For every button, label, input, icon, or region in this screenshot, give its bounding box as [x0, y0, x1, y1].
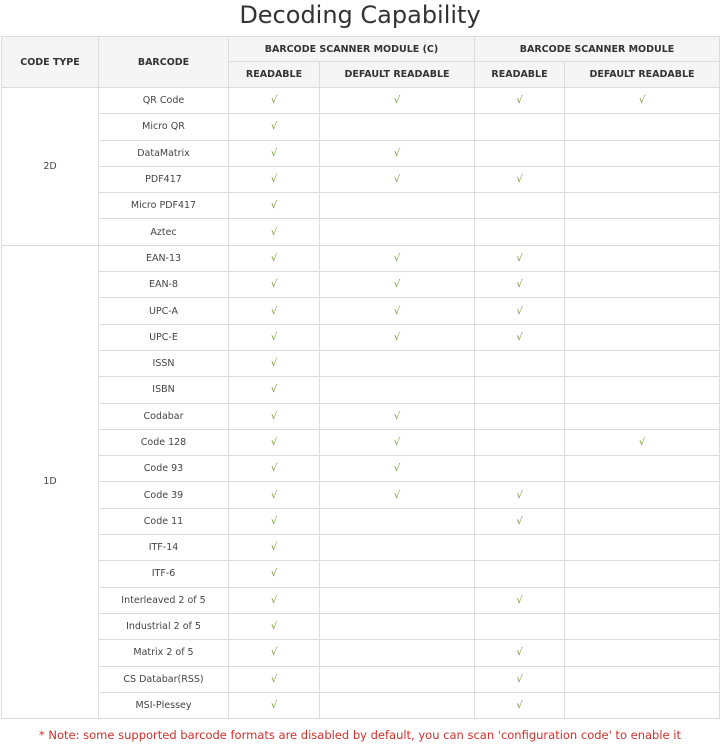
- m-read-cell: [475, 535, 565, 561]
- c-read-cell: [229, 298, 320, 324]
- check-icon: √: [393, 174, 401, 186]
- check-icon: √: [270, 121, 278, 133]
- table-row: [2, 272, 720, 298]
- c-default-cell: [320, 166, 475, 192]
- table-row: [2, 88, 720, 114]
- barcode-cell: ISBN: [99, 377, 229, 403]
- check-icon: √: [270, 568, 278, 580]
- c-read-cell: [229, 166, 320, 192]
- table-row: [2, 692, 720, 718]
- check-icon: √: [393, 410, 401, 422]
- c-default-cell: [320, 587, 475, 613]
- table-row: [2, 403, 720, 429]
- c-default-cell: [320, 666, 475, 692]
- c-read-cell: [229, 561, 320, 587]
- check-icon: √: [270, 647, 278, 659]
- m-read-cell: [475, 508, 565, 534]
- barcode-cell: Micro QR: [99, 114, 229, 140]
- barcode-cell: Micro PDF417: [99, 193, 229, 219]
- check-icon: √: [270, 437, 278, 448]
- m-default-cell: [565, 692, 720, 718]
- check-icon: √: [270, 279, 278, 291]
- header-c-default-readable: DEFAULT READABLE: [320, 62, 475, 88]
- barcode-cell: Industrial 2 of 5: [99, 613, 229, 639]
- check-icon: √: [270, 252, 278, 264]
- m-default-cell: [565, 666, 720, 692]
- table-row: [2, 429, 720, 455]
- barcode-cell: Interleaved 2 of 5: [99, 587, 229, 613]
- header-module-c: BARCODE SCANNER MODULE (C): [229, 37, 475, 62]
- c-read-cell: [229, 456, 320, 482]
- check-icon: √: [393, 279, 401, 291]
- c-default-cell: [320, 114, 475, 140]
- m-read-cell: [475, 482, 565, 508]
- c-default-cell: [320, 692, 475, 718]
- m-read-cell: [475, 640, 565, 666]
- check-icon: √: [270, 358, 278, 370]
- table-row: [2, 587, 720, 613]
- table-row: [2, 535, 720, 561]
- m-read-cell: [475, 456, 565, 482]
- barcode-cell: Matrix 2 of 5: [99, 640, 229, 666]
- m-read-cell: [475, 88, 565, 114]
- m-default-cell: [565, 429, 720, 455]
- m-read-cell: [475, 324, 565, 350]
- m-default-cell: [565, 140, 720, 166]
- barcode-cell: MSI-Plessey: [99, 692, 229, 718]
- m-read-cell: [475, 219, 565, 245]
- c-default-cell: [320, 403, 475, 429]
- table-row: [2, 508, 720, 534]
- table-body: [2, 88, 720, 719]
- c-default-cell: [320, 298, 475, 324]
- c-default-cell: [320, 508, 475, 534]
- c-read-cell: [229, 508, 320, 534]
- m-default-cell: [565, 561, 720, 587]
- barcode-cell: Code 11: [99, 508, 229, 534]
- c-read-cell: [229, 403, 320, 429]
- check-icon: √: [516, 647, 523, 659]
- m-read-cell: [475, 166, 565, 192]
- check-icon: √: [270, 699, 278, 711]
- c-read-cell: [229, 535, 320, 561]
- header-m-readable: READABLE: [475, 62, 565, 88]
- barcode-cell: QR Code: [99, 88, 229, 114]
- header-module: BARCODE SCANNER MODULE: [475, 37, 720, 62]
- m-read-cell: [475, 298, 565, 324]
- code-type-cell: 2D: [2, 88, 99, 246]
- table-row: [2, 245, 720, 271]
- c-read-cell: [229, 429, 320, 455]
- c-default-cell: [320, 561, 475, 587]
- check-icon: √: [270, 621, 278, 633]
- c-default-cell: [320, 640, 475, 666]
- c-default-cell: [320, 429, 475, 455]
- table-row: [2, 193, 720, 219]
- barcode-cell: CS Databar(RSS): [99, 666, 229, 692]
- check-icon: √: [516, 252, 523, 264]
- c-read-cell: [229, 482, 320, 508]
- footnote: * Note: some supported barcode formats are disabled by default, you can scan 'configuration code' to enable it: [39, 728, 681, 743]
- c-default-cell: [320, 245, 475, 271]
- c-default-cell: [320, 324, 475, 350]
- m-default-cell: [565, 508, 720, 534]
- check-icon: √: [393, 463, 401, 475]
- c-default-cell: [320, 613, 475, 639]
- table-row: [2, 613, 720, 639]
- header-m-default-readable: DEFAULT READABLE: [565, 62, 720, 88]
- table-row: [2, 640, 720, 666]
- check-icon: √: [270, 594, 278, 606]
- check-icon: √: [393, 95, 401, 107]
- check-icon: √: [393, 147, 401, 159]
- barcode-cell: DataMatrix: [99, 140, 229, 166]
- m-read-cell: [475, 272, 565, 298]
- table-row: [2, 140, 720, 166]
- table-row: [2, 298, 720, 324]
- c-read-cell: [229, 613, 320, 639]
- check-icon: √: [270, 305, 278, 317]
- m-read-cell: [475, 114, 565, 140]
- c-read-cell: [229, 88, 320, 114]
- check-icon: √: [516, 489, 523, 501]
- c-default-cell: [320, 272, 475, 298]
- m-read-cell: [475, 245, 565, 271]
- check-icon: √: [393, 489, 401, 501]
- c-read-cell: [229, 640, 320, 666]
- check-icon: √: [270, 673, 278, 685]
- m-default-cell: [565, 350, 720, 376]
- check-icon: √: [270, 489, 278, 501]
- barcode-cell: EAN-8: [99, 272, 229, 298]
- check-icon: √: [270, 384, 278, 396]
- c-default-cell: [320, 456, 475, 482]
- table-row: [2, 350, 720, 376]
- barcode-cell: Code 93: [99, 456, 229, 482]
- c-read-cell: [229, 587, 320, 613]
- m-read-cell: [475, 193, 565, 219]
- m-read-cell: [475, 666, 565, 692]
- m-read-cell: [475, 561, 565, 587]
- check-icon: √: [393, 437, 401, 448]
- m-read-cell: [475, 429, 565, 455]
- m-default-cell: [565, 298, 720, 324]
- barcode-cell: Codabar: [99, 403, 229, 429]
- table-row: [2, 166, 720, 192]
- check-icon: √: [393, 305, 401, 317]
- c-default-cell: [320, 88, 475, 114]
- m-default-cell: [565, 272, 720, 298]
- m-default-cell: [565, 403, 720, 429]
- m-default-cell: [565, 613, 720, 639]
- m-read-cell: [475, 613, 565, 639]
- m-default-cell: [565, 456, 720, 482]
- barcode-cell: Aztec: [99, 219, 229, 245]
- m-read-cell: [475, 140, 565, 166]
- table-row: [2, 456, 720, 482]
- c-default-cell: [320, 219, 475, 245]
- check-icon: √: [516, 279, 523, 291]
- table-row: [2, 324, 720, 350]
- check-icon: √: [270, 226, 278, 238]
- check-icon: √: [516, 174, 523, 186]
- check-icon: √: [270, 515, 278, 527]
- check-icon: √: [270, 200, 278, 212]
- header-c-readable: READABLE: [229, 62, 320, 88]
- m-read-cell: [475, 350, 565, 376]
- m-default-cell: [565, 482, 720, 508]
- m-default-cell: [565, 640, 720, 666]
- check-icon: √: [270, 174, 278, 186]
- table-row: [2, 561, 720, 587]
- decoding-capability-table: [1, 36, 720, 719]
- barcode-cell: UPC-E: [99, 324, 229, 350]
- header-barcode: BARCODE: [99, 37, 229, 88]
- c-default-cell: [320, 482, 475, 508]
- table-row: [2, 377, 720, 403]
- m-default-cell: [565, 193, 720, 219]
- m-default-cell: [565, 88, 720, 114]
- check-icon: √: [270, 463, 278, 475]
- c-default-cell: [320, 377, 475, 403]
- table-row: [2, 666, 720, 692]
- m-read-cell: [475, 403, 565, 429]
- c-default-cell: [320, 535, 475, 561]
- check-icon: √: [270, 410, 278, 422]
- check-icon: √: [516, 95, 523, 107]
- barcode-cell: PDF417: [99, 166, 229, 192]
- check-icon: √: [516, 515, 523, 527]
- barcode-cell: ITF-14: [99, 535, 229, 561]
- page-title: Decoding Capability: [239, 1, 481, 29]
- m-default-cell: [565, 587, 720, 613]
- barcode-cell: EAN-13: [99, 245, 229, 271]
- check-icon: √: [270, 147, 278, 159]
- m-read-cell: [475, 692, 565, 718]
- m-default-cell: [565, 114, 720, 140]
- check-icon: √: [393, 252, 401, 264]
- c-read-cell: [229, 350, 320, 376]
- c-default-cell: [320, 140, 475, 166]
- m-default-cell: [565, 324, 720, 350]
- m-default-cell: [565, 535, 720, 561]
- check-icon: √: [516, 331, 523, 343]
- table-row: [2, 219, 720, 245]
- barcode-cell: ITF-6: [99, 561, 229, 587]
- m-default-cell: [565, 377, 720, 403]
- table-row: [2, 114, 720, 140]
- barcode-cell: Code 39: [99, 482, 229, 508]
- c-read-cell: [229, 219, 320, 245]
- check-icon: √: [516, 673, 523, 685]
- check-icon: √: [638, 437, 646, 448]
- check-icon: √: [393, 331, 401, 343]
- m-read-cell: [475, 377, 565, 403]
- header-code-type: CODE TYPE: [2, 37, 99, 88]
- check-icon: √: [516, 594, 523, 606]
- c-default-cell: [320, 350, 475, 376]
- c-read-cell: [229, 377, 320, 403]
- c-default-cell: [320, 193, 475, 219]
- m-default-cell: [565, 166, 720, 192]
- c-read-cell: [229, 666, 320, 692]
- check-icon: √: [516, 305, 523, 317]
- code-type-cell: 1D: [2, 245, 99, 718]
- c-read-cell: [229, 245, 320, 271]
- check-icon: √: [270, 95, 278, 107]
- check-icon: √: [270, 331, 278, 343]
- c-read-cell: [229, 114, 320, 140]
- m-default-cell: [565, 245, 720, 271]
- c-read-cell: [229, 193, 320, 219]
- table-row: [2, 482, 720, 508]
- m-read-cell: [475, 587, 565, 613]
- barcode-cell: Code 128: [99, 429, 229, 455]
- c-read-cell: [229, 692, 320, 718]
- barcode-cell: UPC-A: [99, 298, 229, 324]
- check-icon: √: [516, 699, 523, 711]
- check-icon: √: [638, 95, 646, 107]
- c-read-cell: [229, 324, 320, 350]
- m-default-cell: [565, 219, 720, 245]
- check-icon: √: [270, 542, 278, 554]
- c-read-cell: [229, 272, 320, 298]
- barcode-cell: ISSN: [99, 350, 229, 376]
- c-read-cell: [229, 140, 320, 166]
